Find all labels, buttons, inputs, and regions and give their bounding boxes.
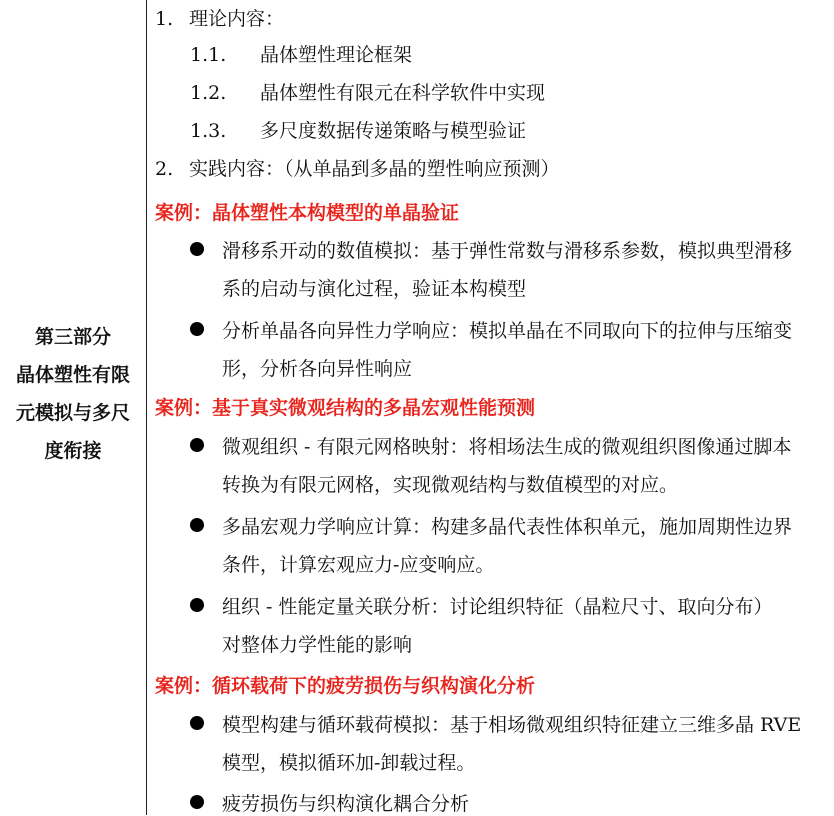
bullet-dot bbox=[190, 795, 204, 809]
bullet-dot bbox=[190, 242, 204, 256]
bullet-text: 系的启动与演化过程，验证本构模型 bbox=[222, 278, 527, 300]
practice-number: 2. bbox=[155, 158, 174, 180]
theory-number: 1. bbox=[155, 8, 174, 30]
part-title-line: 元模拟与多尺 bbox=[15, 402, 130, 424]
bullet-text: 模型构建与循环载荷模拟：基于相场微观组织特征建立三维多晶 RVE bbox=[222, 714, 802, 736]
bullet-dot bbox=[190, 716, 204, 730]
bullet-text: 多晶宏观力学响应计算：构建多晶代表性体积单元，施加周期性边界 bbox=[222, 516, 793, 538]
column-divider bbox=[146, 0, 147, 815]
practice-heading bbox=[155, 154, 560, 181]
theory-item-number: 1.1. bbox=[190, 44, 227, 66]
theory-item-number: 1.2. bbox=[190, 82, 227, 104]
bullet-text: 滑移系开动的数值模拟：基于弹性常数与滑移系参数，模拟典型滑移 bbox=[222, 240, 793, 262]
bullet-text: 组织 - 性能定量关联分析：讨论组织特征（晶粒尺寸、取向分布） bbox=[222, 596, 773, 618]
theory-item-text: 晶体塑性有限元在科学软件中实现 bbox=[260, 82, 546, 104]
bullet-text: 形，分析各向异性响应 bbox=[222, 358, 413, 380]
section-label-column bbox=[0, 0, 146, 815]
bullet-text: 转换为有限元网格，实现微观结构与数值模型的对应。 bbox=[222, 474, 679, 496]
bullet-dot bbox=[190, 438, 204, 452]
theory-label: 理论内容： bbox=[189, 8, 285, 30]
bullet-text: 疲劳损伤与织构演化耦合分析 bbox=[222, 793, 470, 815]
part-title-line: 第三部分 bbox=[34, 326, 111, 348]
theory-item bbox=[190, 78, 545, 105]
part-title-line: 晶体塑性有限 bbox=[15, 364, 130, 386]
bullet-text: 分析单晶各向异性力学响应：模拟单晶在不同取向下的拉伸与压缩变 bbox=[222, 320, 793, 342]
bullet-text: 对整体力学性能的影响 bbox=[222, 634, 413, 656]
theory-item bbox=[190, 116, 526, 143]
theory-heading bbox=[155, 4, 284, 31]
theory-item-number: 1.3. bbox=[190, 120, 227, 142]
bullet-dot bbox=[190, 322, 204, 336]
bullet-text: 模型，模拟循环加-卸载过程。 bbox=[222, 752, 476, 774]
theory-item-text: 多尺度数据传递策略与模型验证 bbox=[260, 120, 527, 142]
theory-item-text: 晶体塑性理论框架 bbox=[260, 44, 413, 66]
case-title: 案例：晶体塑性本构模型的单晶验证 bbox=[155, 202, 460, 224]
practice-label: 实践内容：（从单晶到多晶的塑性响应预测） bbox=[189, 158, 560, 180]
case-title: 案例：循环载荷下的疲劳损伤与织构演化分析 bbox=[155, 675, 536, 697]
bullet-text: 条件，计算宏观应力-应变响应。 bbox=[222, 554, 495, 576]
bullet-text: 微观组织 - 有限元网格映射：将相场法生成的微观组织图像通过脚本 bbox=[222, 436, 792, 458]
bullet-dot bbox=[190, 598, 204, 612]
part-title bbox=[0, 318, 146, 470]
theory-item bbox=[190, 40, 412, 67]
bullet-dot bbox=[190, 518, 204, 532]
part-title-line: 度衔接 bbox=[44, 440, 102, 462]
case-title: 案例：基于真实微观结构的多晶宏观性能预测 bbox=[155, 397, 536, 419]
